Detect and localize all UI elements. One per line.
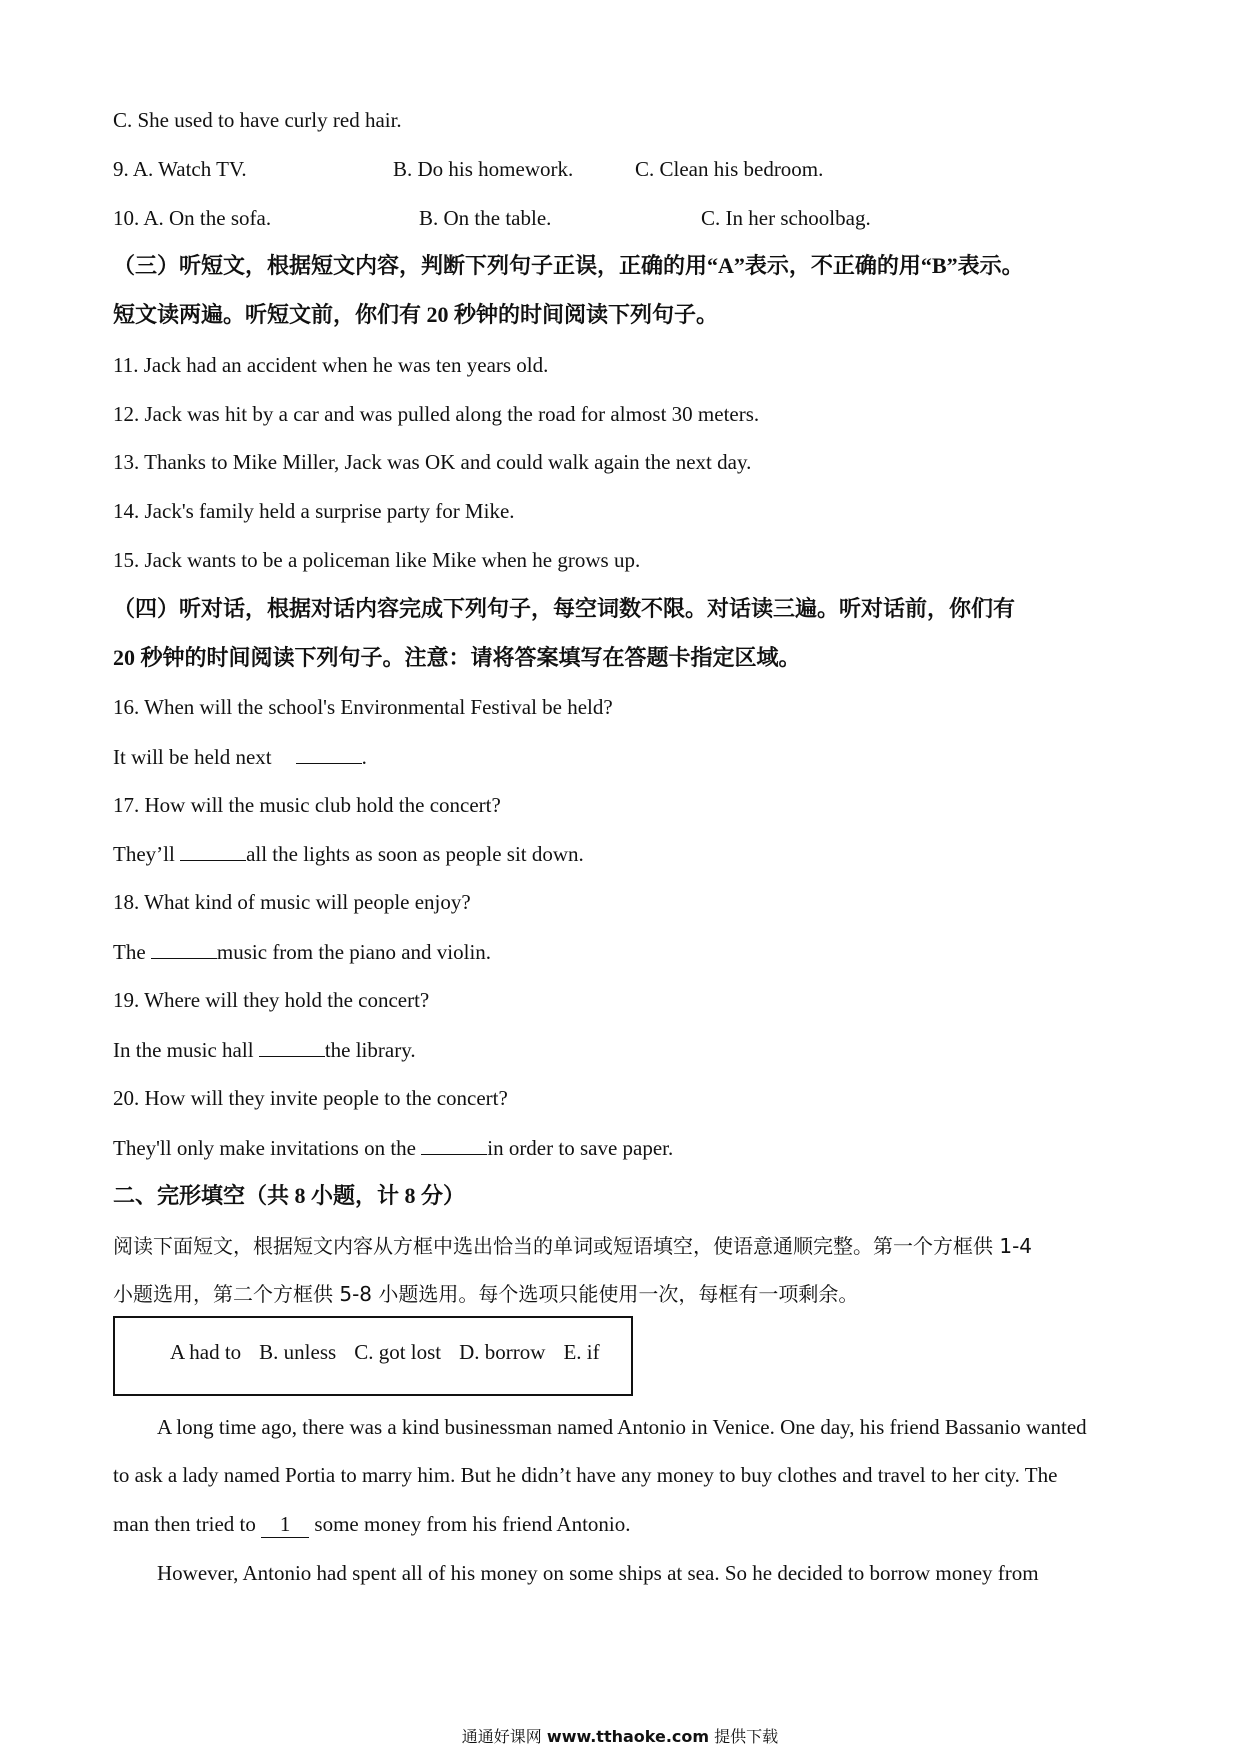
part2-instruction-2: 小题选用，第二个方框供 5-8 小题选用。每个选项只能使用一次，每框有一项剩余。 — [113, 1282, 859, 1306]
box-option-d: D. borrow — [459, 1340, 546, 1364]
q9-option-c: C. Clean his bedroom. — [635, 157, 824, 181]
part2-instruction-1: 阅读下面短文，根据短文内容从方框中选出恰当的单词或短语填空，使语意通顺完整。第一个方框供 1-4 — [113, 1234, 1033, 1258]
q9-number: 9. — [113, 157, 129, 181]
question-16: 16. When will the school's Environmental Festival be held? — [113, 695, 613, 719]
answer-17 — [113, 840, 584, 867]
passage-para2-line1: However, Antonio had spent all of his money on some ships at sea. So he decided to borrow money from — [157, 1561, 1039, 1585]
statement-13: 13. Thanks to Mike Miller, Jack was OK and could walk again the next day. — [113, 450, 752, 474]
footer-suffix: 提供下载 — [714, 1727, 779, 1746]
answer-19 — [113, 1036, 416, 1063]
section4-instruction-1: （四）听对话，根据对话内容完成下列句子，每空词数不限。对话读三遍。听对话前，你们有 — [113, 596, 1016, 621]
answer-20-post: in order to save paper. — [487, 1136, 674, 1160]
answer-16 — [113, 743, 367, 770]
statement-14: 14. Jack's family held a surprise party for Mike. — [113, 499, 515, 523]
answer-18-post: music from the piano and violin. — [216, 940, 492, 964]
section4-instruction-2: 20 秒钟的时间阅读下列句子。注意：请将答案填写在答题卡指定区域。 — [113, 645, 801, 670]
answer-17-blank[interactable] — [180, 840, 246, 861]
word-box — [113, 1316, 633, 1396]
statement-15: 15. Jack wants to be a policeman like Mike when he grows up. — [113, 548, 641, 572]
part2-heading: 二、完形填空（共 8 小题，计 8 分） — [113, 1183, 466, 1208]
page-footer — [0, 1724, 1240, 1747]
section3-instruction-2: 短文读两遍。听短文前，你们有 20 秒钟的时间阅读下列句子。 — [113, 302, 719, 327]
box-option-a: A had to — [170, 1340, 242, 1364]
answer-20-pre: They'll only make invitations on the — [113, 1136, 416, 1160]
question-19: 19. Where will they hold the concert? — [113, 988, 430, 1012]
q8-option-c: C. She used to have curly red hair. — [113, 108, 402, 132]
question-10 — [113, 205, 871, 231]
answer-16-post: . — [361, 745, 367, 769]
answer-16-blank[interactable] — [296, 743, 362, 764]
passage-para1-line3-post: some money from his friend Antonio. — [314, 1512, 631, 1536]
passage-para1-line3-pre: man then tried to — [113, 1512, 256, 1536]
answer-18-pre: The — [113, 940, 146, 964]
answer-17-post: all the lights as soon as people sit down. — [246, 842, 584, 866]
question-18: 18. What kind of music will people enjoy? — [113, 890, 471, 914]
word-box-options — [170, 1340, 618, 1365]
passage-para1-line1: A long time ago, there was a kind businessman named Antonio in Venice. One day, his friend Bassanio wanted — [157, 1415, 1087, 1439]
passage-para1-line2: to ask a lady named Portia to marry him. But he didn’t have any money to buy clothes and travel to her city. The — [113, 1463, 1058, 1487]
answer-20 — [113, 1134, 673, 1161]
footer-site-name: 通通好课网 — [461, 1727, 542, 1746]
answer-17-pre: They’ll — [113, 842, 175, 866]
answer-19-pre: In the music hall — [113, 1038, 254, 1062]
q10-number: 10. — [113, 206, 140, 230]
statement-11: 11. Jack had an accident when he was ten years old. — [113, 353, 549, 377]
q10-option-b: B. On the table. — [419, 206, 552, 230]
cloze-blank-1[interactable]: 1 — [261, 1511, 309, 1538]
answer-18-blank[interactable] — [151, 938, 217, 959]
box-option-e: E. if — [563, 1340, 600, 1364]
footer-url[interactable]: www.tthaoke.com — [546, 1727, 710, 1746]
q10-option-c: C. In her schoolbag. — [701, 206, 871, 230]
q9-option-a: A. Watch TV. — [132, 157, 247, 181]
box-option-b: B. unless — [259, 1340, 337, 1364]
answer-20-blank[interactable] — [421, 1134, 487, 1155]
statement-12: 12. Jack was hit by a car and was pulled along the road for almost 30 meters. — [113, 402, 760, 426]
question-20: 20. How will they invite people to the concert? — [113, 1086, 508, 1110]
q9-option-b: B. Do his homework. — [393, 157, 574, 181]
answer-19-post: the library. — [324, 1038, 416, 1062]
q10-option-a: A. On the sofa. — [143, 206, 272, 230]
question-9 — [113, 156, 824, 182]
section3-instruction-1: （三）听短文，根据短文内容，判断下列句子正误，正确的用“A”表示，不正确的用“B”表示。 — [113, 253, 1024, 278]
answer-18 — [113, 938, 491, 965]
passage-para1-line3 — [113, 1511, 631, 1538]
answer-16-pre: It will be held next — [113, 745, 272, 769]
question-17: 17. How will the music club hold the concert? — [113, 793, 501, 817]
answer-19-blank[interactable] — [259, 1036, 325, 1057]
box-option-c: C. got lost — [354, 1340, 442, 1364]
